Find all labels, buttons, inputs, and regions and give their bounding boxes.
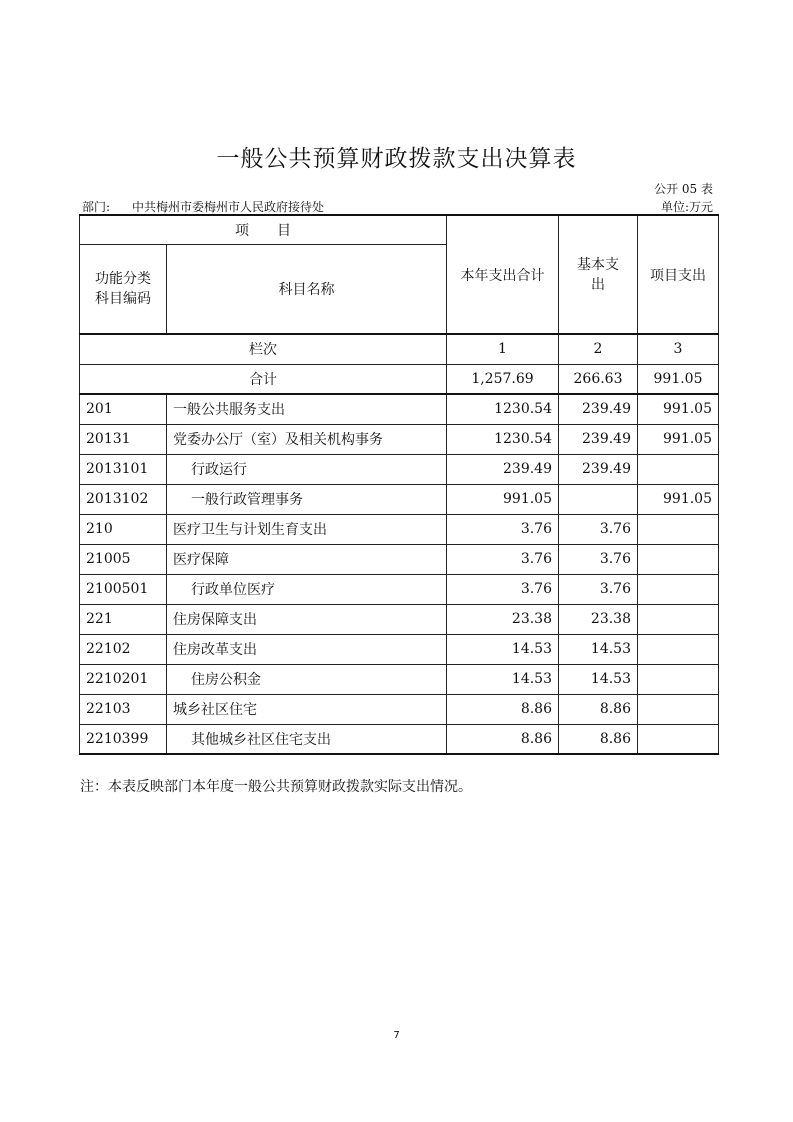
row-basic: 14.53 [559, 664, 638, 694]
summary-row [80, 364, 719, 394]
row-total: 3.76 [447, 574, 559, 604]
row-item [638, 634, 719, 664]
row-name: 医疗保障 [167, 544, 447, 574]
row-name: 住房公积金 [167, 664, 447, 694]
row-name: 住房改革支出 [167, 634, 447, 664]
header-basic-line1: 基本支 [577, 256, 619, 273]
row-total: 1230.54 [447, 424, 559, 454]
row-code: 22102 [80, 634, 167, 664]
table-row [80, 454, 719, 484]
header-total: 本年支出合计 [447, 215, 559, 334]
department-line [82, 198, 324, 215]
table-row [80, 724, 719, 754]
row-name: 行政单位医疗 [167, 574, 447, 604]
row-basic: 3.76 [559, 574, 638, 604]
table-row [80, 394, 719, 424]
table-row [80, 574, 719, 604]
row-name: 一般公共服务支出 [167, 394, 447, 424]
column-number-row [80, 334, 719, 364]
row-code: 2210399 [80, 724, 167, 754]
row-code: 21005 [80, 544, 167, 574]
row-item [638, 514, 719, 544]
table-row [80, 544, 719, 574]
header-project: 项 目 [80, 215, 447, 244]
row-total: 1230.54 [447, 394, 559, 424]
department-name: 中共梅州市委梅州市人民政府接待处 [132, 200, 325, 214]
row-item [638, 544, 719, 574]
row-total: 239.49 [447, 454, 559, 484]
form-number: 公开 05 表 [654, 182, 713, 196]
row-basic: 8.86 [559, 694, 638, 724]
row-name: 城乡社区住宅 [167, 694, 447, 724]
row-total: 8.86 [447, 724, 559, 754]
unit-label: 单位:万元 [660, 200, 713, 214]
table-row [80, 484, 719, 514]
row-basic: 239.49 [559, 394, 638, 424]
row-code: 22103 [80, 694, 167, 724]
summary-basic: 266.63 [559, 364, 638, 394]
row-basic: 8.86 [559, 724, 638, 754]
column-number-2: 2 [559, 334, 638, 364]
column-number-label: 栏次 [80, 334, 447, 364]
row-code: 210 [80, 514, 167, 544]
row-name: 党委办公厅（室）及相关机构事务 [167, 424, 447, 454]
summary-label: 合计 [80, 364, 447, 394]
table-row [80, 694, 719, 724]
row-basic: 239.49 [559, 424, 638, 454]
header-row-project [80, 215, 719, 244]
header-name: 科目名称 [167, 244, 447, 334]
row-name: 其他城乡社区住宅支出 [167, 724, 447, 754]
row-code: 2210201 [80, 664, 167, 694]
summary-item: 991.05 [638, 364, 719, 394]
header-code-line2: 科目编码 [95, 290, 151, 307]
row-total: 14.53 [447, 634, 559, 664]
row-item [638, 694, 719, 724]
header-basic [559, 215, 638, 334]
footnote: 注：本表反映部门本年度一般公共预算财政拨款实际支出情况。 [80, 779, 472, 795]
header-code-line1: 功能分类 [95, 270, 151, 287]
row-code: 2013101 [80, 454, 167, 484]
row-basic [559, 484, 638, 514]
page-number: 7 [393, 1030, 400, 1041]
row-item [638, 724, 719, 754]
row-item [638, 454, 719, 484]
header-code [80, 244, 167, 334]
row-basic: 23.38 [559, 604, 638, 634]
row-item [638, 574, 719, 604]
row-item: 991.05 [638, 394, 719, 424]
table-row [80, 664, 719, 694]
row-total: 23.38 [447, 604, 559, 634]
row-code: 20131 [80, 424, 167, 454]
row-total: 8.86 [447, 694, 559, 724]
table-row [80, 424, 719, 454]
row-item: 991.05 [638, 484, 719, 514]
table-row [80, 634, 719, 664]
row-name: 行政运行 [167, 454, 447, 484]
summary-total: 1,257.69 [447, 364, 559, 394]
department-label: 部门: [82, 200, 111, 214]
row-code: 2100501 [80, 574, 167, 604]
row-item [638, 664, 719, 694]
row-item: 991.05 [638, 424, 719, 454]
row-total: 3.76 [447, 514, 559, 544]
row-basic: 3.76 [559, 514, 638, 544]
row-total: 991.05 [447, 484, 559, 514]
row-name: 住房保障支出 [167, 604, 447, 634]
row-item [638, 604, 719, 634]
row-total: 3.76 [447, 544, 559, 574]
row-name: 医疗卫生与计划生育支出 [167, 514, 447, 544]
row-basic: 239.49 [559, 454, 638, 484]
row-total: 14.53 [447, 664, 559, 694]
row-code: 2013102 [80, 484, 167, 514]
table-row [80, 604, 719, 634]
header-item: 项目支出 [638, 215, 719, 334]
column-number-1: 1 [447, 334, 559, 364]
row-code: 201 [80, 394, 167, 424]
row-code: 221 [80, 604, 167, 634]
header-basic-line2: 出 [591, 276, 605, 293]
row-name: 一般行政管理事务 [167, 484, 447, 514]
expenditure-table [79, 214, 719, 755]
row-basic: 3.76 [559, 544, 638, 574]
column-number-3: 3 [638, 334, 719, 364]
report-title: 一般公共预算财政拨款支出决算表 [216, 146, 577, 172]
row-basic: 14.53 [559, 634, 638, 664]
table-row [80, 514, 719, 544]
